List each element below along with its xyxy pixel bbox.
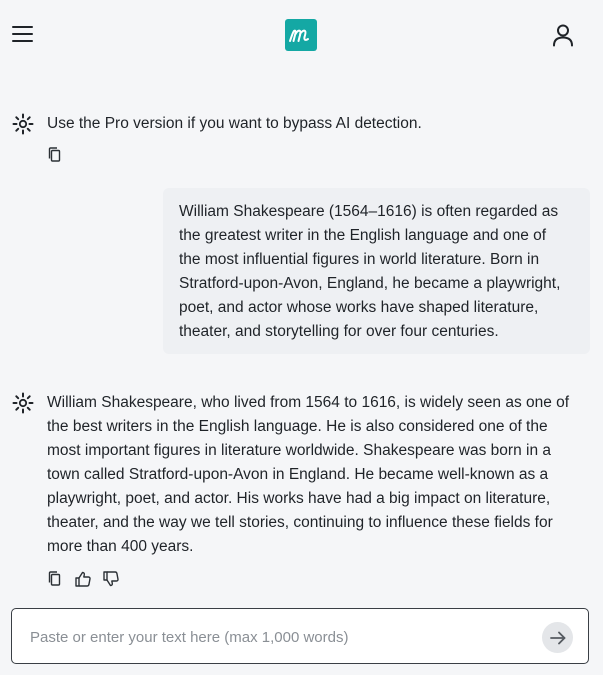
user-message-text bbox=[179, 200, 579, 344]
send-button[interactable] bbox=[542, 622, 573, 653]
user-message-bubble bbox=[163, 188, 590, 354]
message-line: theater, and the way we tell stories, continuing to influence these fields for bbox=[47, 514, 553, 531]
message-line: William Shakespeare (1564–1616) is often regarded as bbox=[179, 203, 559, 220]
app-logo[interactable] bbox=[285, 19, 317, 51]
top-bar bbox=[0, 0, 603, 70]
assistant-message-text: Use the Pro version if you want to bypass AI detection. bbox=[47, 115, 422, 132]
message-line: playwright, poet, and actor. His works have had a big impact on literature, bbox=[47, 490, 551, 507]
user-account-icon[interactable] bbox=[550, 22, 576, 48]
message-line: the best writers in the English language. He is also considered one of the bbox=[47, 418, 548, 435]
arrow-right-icon bbox=[549, 629, 567, 647]
message-line: more than 400 years. bbox=[47, 538, 194, 555]
message-line: Stratford-upon-Avon, England, he became a playwright, bbox=[179, 275, 561, 292]
thumbs-up-icon[interactable] bbox=[74, 570, 92, 588]
thumbs-down-icon[interactable] bbox=[102, 570, 120, 588]
message-line: town called Stratford-upon-Avon in England. He became well-known as a bbox=[47, 466, 549, 483]
text-input[interactable] bbox=[28, 623, 532, 651]
assistant-message-text bbox=[47, 391, 592, 559]
message-line: most important figures in literature worldwide. Shakespeare was born in a bbox=[47, 442, 551, 459]
logo-m-glyph bbox=[286, 22, 316, 48]
copy-icon[interactable] bbox=[46, 570, 64, 588]
copy-icon[interactable] bbox=[46, 146, 64, 164]
message-composer bbox=[11, 608, 589, 664]
message-line: theater, and storytelling for over four centuries. bbox=[179, 323, 499, 340]
message-line: William Shakespeare, who lived from 1564 to 1616, is widely seen as one of bbox=[47, 394, 570, 411]
hamburger-menu-icon[interactable] bbox=[12, 26, 34, 44]
ai-sparkle-icon bbox=[12, 392, 34, 414]
message-line: the most influential figures in world literature. Born in bbox=[179, 251, 540, 268]
ai-sparkle-icon bbox=[12, 113, 34, 135]
message-line: poet, and actor whose works have shaped literature, bbox=[179, 299, 539, 316]
message-line: the greatest writer in the English language and one of bbox=[179, 227, 547, 244]
